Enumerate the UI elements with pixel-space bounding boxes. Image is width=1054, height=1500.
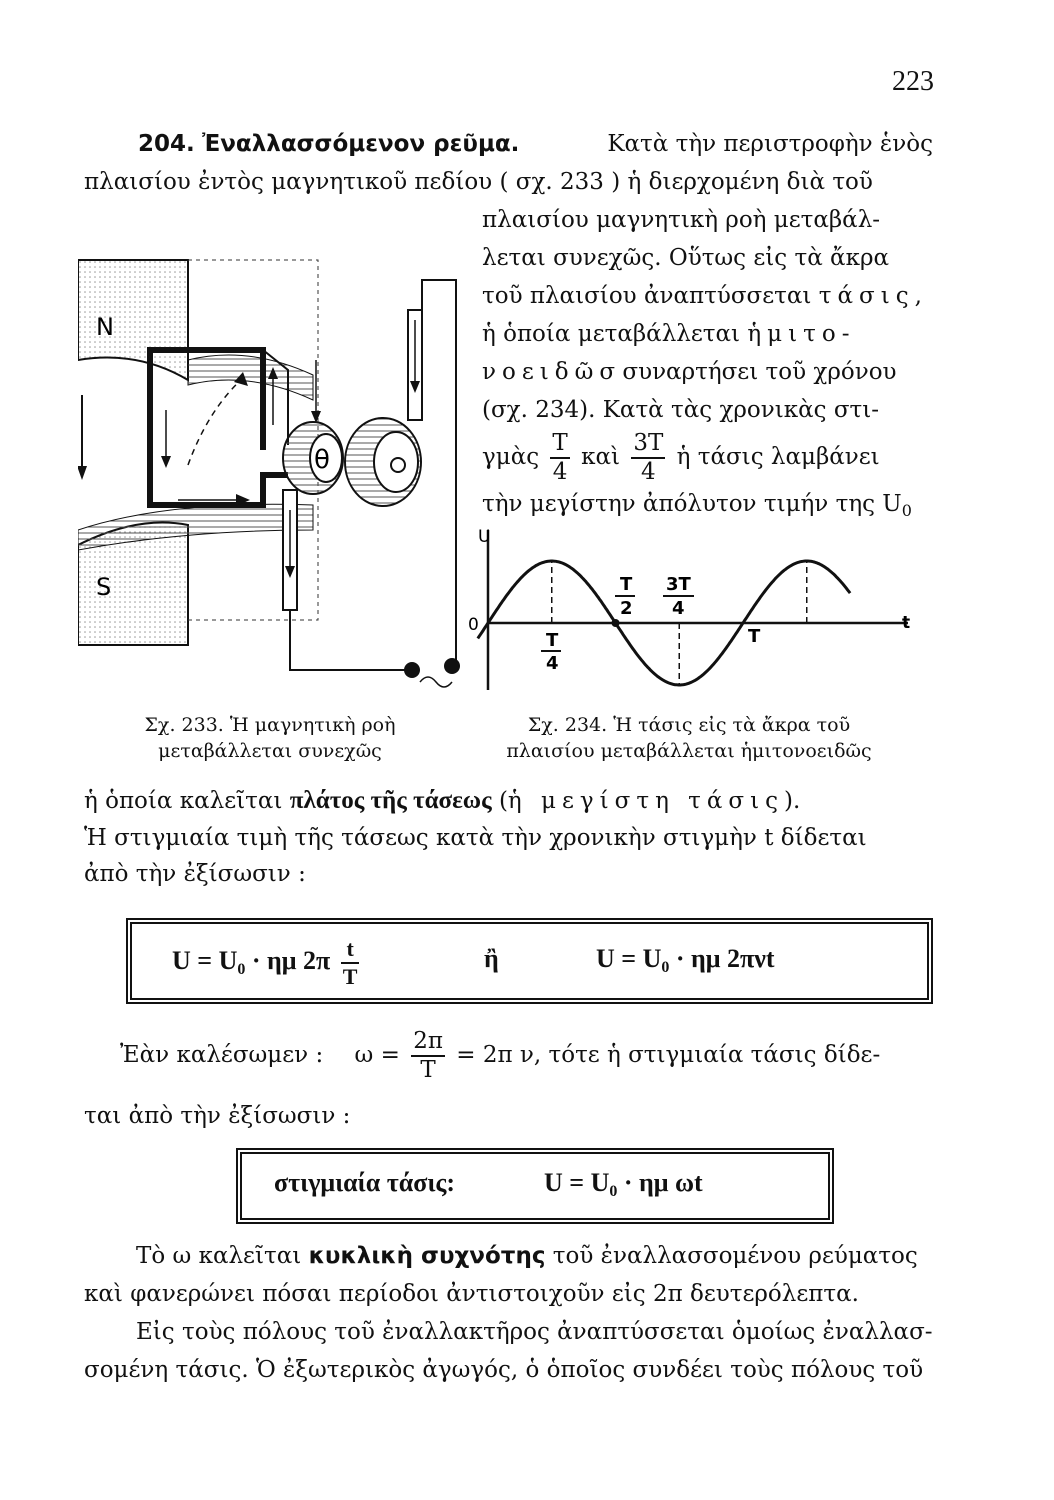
svg-text:T: T — [620, 574, 633, 595]
formula-2-label: στιγμιαία τάσις: — [274, 1168, 456, 1197]
formula-2-equation: $U = U_0 \cdot \eta\mu$ ωt — [544, 1168, 703, 1200]
section-line1-rest: Κατὰ τὴν περιστροφὴν ἑνὸς — [607, 131, 933, 157]
amplitude-line-2: Ἡ στιγμιαία τιμὴ τῆς τάσεως κατὰ τὴν χρονικὴν στιγμὴν t δίδεται — [84, 825, 867, 851]
svg-text:2: 2 — [620, 598, 633, 619]
chart-zero-crossing-dot — [612, 619, 620, 627]
section-right-line-4: ἡ ὁποία μεταβάλλεται ἡμιτο- — [482, 321, 856, 347]
section-title: Ἐναλλασσόμενον ρεῦμα. — [202, 131, 520, 157]
tasis-spaced: τάσις, — [818, 283, 928, 309]
terminal-left — [404, 662, 420, 678]
chart-label-t-over-4 — [541, 630, 561, 674]
imito-spaced-b: νοειδῶ — [482, 359, 600, 385]
wire-right — [422, 280, 456, 666]
final-line-2: καὶ φανερώνει πόσαι περίοδοι ἀντιστοιχοῦν εἰς 2π δευτερόλεπτα. — [84, 1281, 859, 1307]
ac-symbol — [420, 677, 452, 687]
formula-1-or: ἢ — [484, 944, 499, 973]
figure-233-generator-diagram — [78, 200, 478, 700]
striped-field-region-lower — [78, 504, 313, 550]
svg-text:3T: 3T — [666, 574, 691, 595]
chart-origin-label: 0 — [468, 615, 479, 635]
final-line-1: Τὸ ω καλεῖται κυκλικὴ συχνότης τοῦ ἐναλλασσομένου ρεύματος — [136, 1243, 918, 1269]
chart-axis-label-t: t — [902, 613, 911, 633]
final-line-4: σομένη τάσις. Ὁ ἐξωτερικὸς ἀγωγός, ὁ ὁποῖος συνδέει τοὺς πόλους τοῦ — [84, 1357, 924, 1383]
svg-text:4: 4 — [546, 653, 559, 674]
section-number: 204. — [138, 131, 195, 157]
rotation-arrow-upper — [188, 378, 243, 465]
current-arrowhead-left — [78, 466, 87, 480]
current-arrowhead-coil-down — [161, 456, 171, 468]
page-number: 223 — [892, 66, 934, 97]
chart-label-t-over-2 — [615, 574, 635, 619]
imito-spaced-a: ἡμιτο- — [747, 321, 856, 347]
terminal-right — [444, 658, 460, 674]
omega-line-2: ται ἀπὸ τὴν ἐξίσωσιν : — [84, 1103, 351, 1129]
figure-234-caption: Σχ. 234. Ἡ τάσις εἰς τὰ ἄκρα τοῦ πλαισίου μεταβάλλεται ἡμιτονοειδῶς — [506, 714, 872, 762]
final-line-3: Εἰς τοὺς πόλους τοῦ ἐναλλακτῆρος ἀναπτύσσεται ὁμοίως ἐναλλασ- — [136, 1319, 933, 1345]
section-right-line-3: τοῦ πλαισίου ἀναπτύσσεται τάσις, — [482, 283, 928, 309]
wire-left — [290, 610, 408, 670]
svg-text:T: T — [546, 630, 559, 651]
section-heading-line — [138, 128, 933, 161]
section-right-line-1: πλαισίου μαγνητικὴ ροὴ μεταβάλ- — [482, 207, 881, 233]
section-right-line-2: λεται συνεχῶς. Οὕτως εἰς τὰ ἄκρα — [482, 245, 890, 271]
section-line2: πλαισίου ἐντὸς μαγνητικοῦ πεδίου ( σχ. 233 ) ἡ διερχομένη διὰ τοῦ — [84, 169, 873, 195]
north-pole — [78, 260, 188, 380]
chart-axis-label-u: U — [478, 527, 491, 547]
formula-1-right: $U = U_0 \cdot \eta\mu$ 2πνt — [596, 944, 775, 976]
chart-label-t: T — [748, 626, 761, 647]
striped-field-region — [188, 355, 313, 400]
angular-frequency-term: κυκλικὴ συχνότης — [308, 1243, 546, 1269]
amplitude-line-3: ἀπὸ τὴν ἐξίσωσιν : — [84, 861, 306, 887]
section-right-line-5: νοειδῶσ συναρτήσει τοῦ χρόνου — [482, 359, 897, 385]
svg-text:4: 4 — [672, 598, 685, 619]
figure-233-caption: Σχ. 233. Ἡ μαγνητικὴ ροὴ μεταβάλλεται συνεχῶς — [144, 714, 396, 762]
label-n: N — [96, 313, 114, 341]
fraction-3t-over-4: $\frac{3T}{4}$ — [633, 430, 664, 485]
chart-label-3t-over-4 — [663, 574, 694, 619]
section-right-line-6: (σχ. 234). Κατὰ τὰς χρονικὰς στι- — [482, 397, 880, 423]
figure-234-sine-chart — [460, 520, 920, 700]
amplitude-line-1: ἡ ὁποία καλεῖται πλάτος τῆς τάσεως (ἡ μεγίστη τάσις). — [84, 787, 801, 814]
section-stigmas-line: γμὰς $\frac{T}{4}$ καὶ $\frac{3T}{4}$ ἡ τάσις λαμβάνει — [482, 430, 880, 485]
fraction-t-over-4: $\frac{T}{4}$ — [552, 430, 568, 485]
omega-line-1: Ἐὰν καλέσωμεν : ω = $\frac{2\pi}{T}$ = 2π ν, τότε ἡ στιγμιαία τάσις δίδε- — [120, 1028, 881, 1083]
amplitude-term: πλάτος τῆς τάσεως — [289, 787, 492, 814]
axle-end — [391, 458, 405, 472]
label-s: S — [96, 573, 112, 601]
theta-symbol: θ — [314, 445, 330, 475]
formula-1-left: $U = U_0 \cdot \eta\mu$ 2π $\frac{t}{T}$ — [172, 936, 358, 989]
section-max-line: τὴν μεγίστην ἀπόλυτον τιμήν της $U_0$ — [482, 491, 912, 520]
